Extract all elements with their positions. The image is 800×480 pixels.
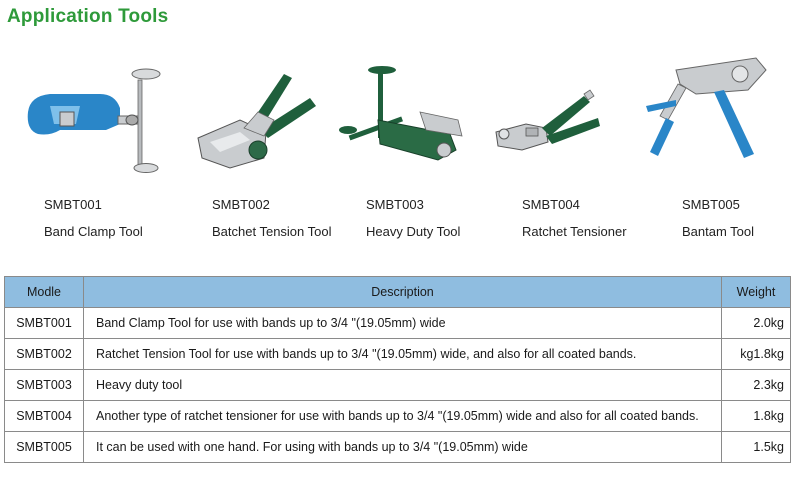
column-header-description: Description xyxy=(84,277,722,308)
cell-description: It can be used with one hand. For using with bands up to 3/4 "(19.05mm) wide xyxy=(84,432,722,463)
tool-code: SMBT005 xyxy=(682,197,740,212)
table-row xyxy=(5,308,791,339)
batchet-tension-tool-icon xyxy=(180,50,340,180)
column-header-model: Modle xyxy=(5,277,84,308)
cell-description: Band Clamp Tool for use with bands up to 3/4 "(19.05mm) wide xyxy=(84,308,722,339)
table-row xyxy=(5,432,791,463)
cell-model: SMBT004 xyxy=(5,401,84,432)
tool-code: SMBT002 xyxy=(212,197,270,212)
cell-weight: kg1.8kg xyxy=(722,339,791,370)
tool-name: Ratchet Tensioner xyxy=(522,224,627,239)
tool-name: Bantam Tool xyxy=(682,224,755,239)
page-title: Application Tools xyxy=(7,6,169,27)
table-header-row xyxy=(5,277,791,308)
cell-weight: 1.8kg xyxy=(722,401,791,432)
table-row xyxy=(5,370,791,401)
tool-card-smbt003 xyxy=(330,50,490,180)
tool-code: SMBT004 xyxy=(522,197,580,212)
column-header-weight: Weight xyxy=(722,277,791,308)
tool-card-smbt005 xyxy=(636,50,796,180)
tool-card-smbt004 xyxy=(486,50,646,180)
bantam-tool-icon xyxy=(636,50,796,180)
cell-description: Heavy duty tool xyxy=(84,370,722,401)
cell-description: Another type of ratchet tensioner for use with bands up to 3/4 "(19.05mm) wide and also for all coated bands. xyxy=(84,401,722,432)
cell-weight: 1.5kg xyxy=(722,432,791,463)
tool-name: Band Clamp Tool xyxy=(44,224,143,239)
tool-code: SMBT003 xyxy=(366,197,424,212)
tool-code: SMBT001 xyxy=(44,197,102,212)
heavy-duty-tool-icon xyxy=(330,50,490,180)
cell-model: SMBT002 xyxy=(5,339,84,370)
tool-name: Batchet Tension Tool xyxy=(212,224,332,239)
ratchet-tensioner-icon xyxy=(486,50,646,180)
spec-table xyxy=(4,276,791,463)
tool-card-smbt001 xyxy=(20,50,180,180)
tool-card-smbt002 xyxy=(180,50,340,180)
cell-description: Ratchet Tension Tool for use with bands up to 3/4 "(19.05mm) wide, and also for all coated bands. xyxy=(84,339,722,370)
cell-model: SMBT003 xyxy=(5,370,84,401)
table-row xyxy=(5,339,791,370)
cell-model: SMBT005 xyxy=(5,432,84,463)
cell-weight: 2.3kg xyxy=(722,370,791,401)
tool-name: Heavy Duty Tool xyxy=(366,224,461,239)
band-clamp-tool-icon xyxy=(20,50,180,180)
cell-model: SMBT001 xyxy=(5,308,84,339)
cell-weight: 2.0kg xyxy=(722,308,791,339)
table-row xyxy=(5,401,791,432)
